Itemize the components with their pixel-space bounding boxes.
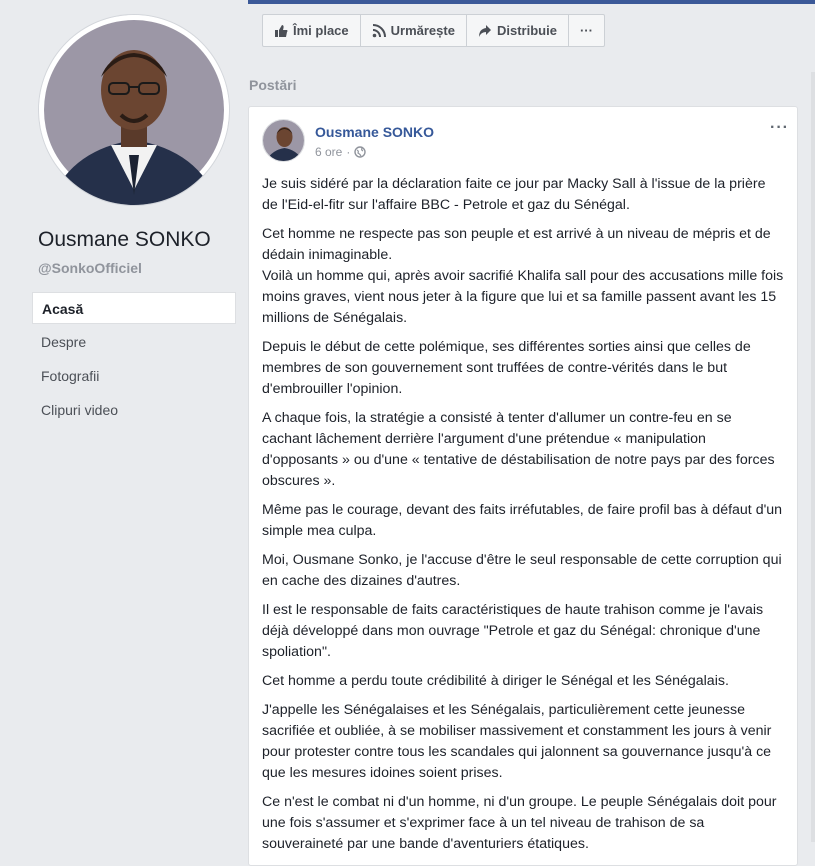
thumbs-up-icon — [274, 24, 288, 38]
rss-icon — [372, 24, 386, 38]
post-paragraph: Cet homme ne respecte pas son peuple et est arrivé à un niveau de mépris et de dédain inimaginable. Voilà un homme qui, après avoir sacrifié Khalifa sall pour des accusations mille fois moins graves, vient nous jeter à la figure que lui et sa famille passent avant les 15 millions de Sénégalais. — [262, 226, 784, 326]
post-author-avatar[interactable] — [262, 119, 305, 162]
avatar-photo-icon — [263, 120, 305, 162]
post-paragraph: Il est le responsable de faits caractéristiques de haute trahison comme je l'avais déjà développé dans mon ouvrage "Petrole et gaz du Sénégal: chronique d'une spoliation". — [262, 602, 764, 660]
post-card — [248, 106, 798, 866]
post-body — [262, 174, 784, 863]
posts-section-title: Postări — [249, 77, 297, 93]
post-meta — [315, 145, 366, 159]
post-author-name[interactable]: Ousmane SONKO — [315, 124, 435, 140]
more-options-button[interactable] — [569, 15, 604, 46]
share-button-label: Distribuie — [496, 23, 557, 38]
side-nav-item-about[interactable]: Despre — [41, 334, 87, 350]
post-timestamp[interactable]: 6 ore — [315, 145, 343, 159]
page-title: Ousmane SONKO — [38, 228, 211, 251]
share-button[interactable] — [467, 15, 569, 46]
post-paragraph: Même pas le courage, devant des faits irréfutables, de faire profil bas à défaut d'un simple mea culpa. — [262, 502, 783, 539]
profile-photo-icon — [39, 15, 229, 205]
profile-picture[interactable] — [39, 15, 229, 205]
side-nav — [32, 292, 236, 428]
post-paragraph: Depuis le début de cette polémique, ses différentes sorties ainsi que celles de membres de son gouvernement sont truffées de contre-vérités dans le but d'embrouiller l'opinion. — [262, 339, 751, 397]
page-action-bar — [262, 14, 605, 47]
post-options-icon[interactable]: ··· — [770, 119, 789, 136]
like-button-label: Îmi place — [293, 23, 349, 38]
post-paragraph: Cet homme a perdu toute crédibilité à diriger le Sénégal et les Sénégalais. — [262, 673, 729, 689]
post-paragraph: Je suis sidéré par la déclaration faite ce jour par Macky Sall à l'issue de la prière de l'Eid-el-fitr sur l'affaire BBC - Petrole et gaz du Sénégal. — [262, 176, 766, 213]
right-column-edge — [811, 72, 815, 842]
post-paragraph: A chaque fois, la stratégie a consisté à tenter d'allumer un contre-feu en se cachant lâchement derrière l'argument d'une prétendue « manipulation d'opposants » ou d'une « tentative de déstabilisation de notre pays par des forces obscures ». — [262, 410, 775, 489]
meta-separator: · — [346, 145, 351, 159]
page-handle[interactable]: @SonkoOfficiel — [38, 260, 142, 276]
post-paragraph: Moi, Ousmane Sonko, je l'accuse d'être le seul responsable de cette corruption qui en cache des dizaines d'autres. — [262, 552, 782, 589]
side-nav-item-photos[interactable]: Fotografii — [41, 368, 100, 384]
more-dots-icon: ··· — [579, 23, 593, 38]
follow-button[interactable] — [361, 15, 467, 46]
post-paragraph: Ce n'est le combat ni d'un homme, ni d'un groupe. Le peuple Sénégalais doit pour une fois s'assumer et s'exprimer face à un tel niveau de trahison de sa souveraineté par une bande d'aventuriers étatiques. — [262, 794, 777, 852]
globe-icon[interactable] — [354, 146, 366, 158]
top-bar-strip — [248, 0, 815, 4]
like-button[interactable] — [263, 15, 361, 46]
side-nav-item-videos[interactable]: Clipuri video — [41, 402, 119, 418]
follow-button-label: Urmărește — [390, 23, 455, 38]
share-arrow-icon — [478, 24, 492, 38]
side-nav-item-home[interactable]: Acasă — [32, 292, 236, 324]
post-paragraph: J'appelle les Sénégalaises et les Sénégalais, particulièrement cette jeunesse sacrifiée et oubliée, à se mobiliser massivement et constamment les jours à venir pour protester contre tous les scandales qui jalonnent sa gouvernance jusqu'à ce que les mesures idoines soient prises. — [262, 702, 772, 781]
